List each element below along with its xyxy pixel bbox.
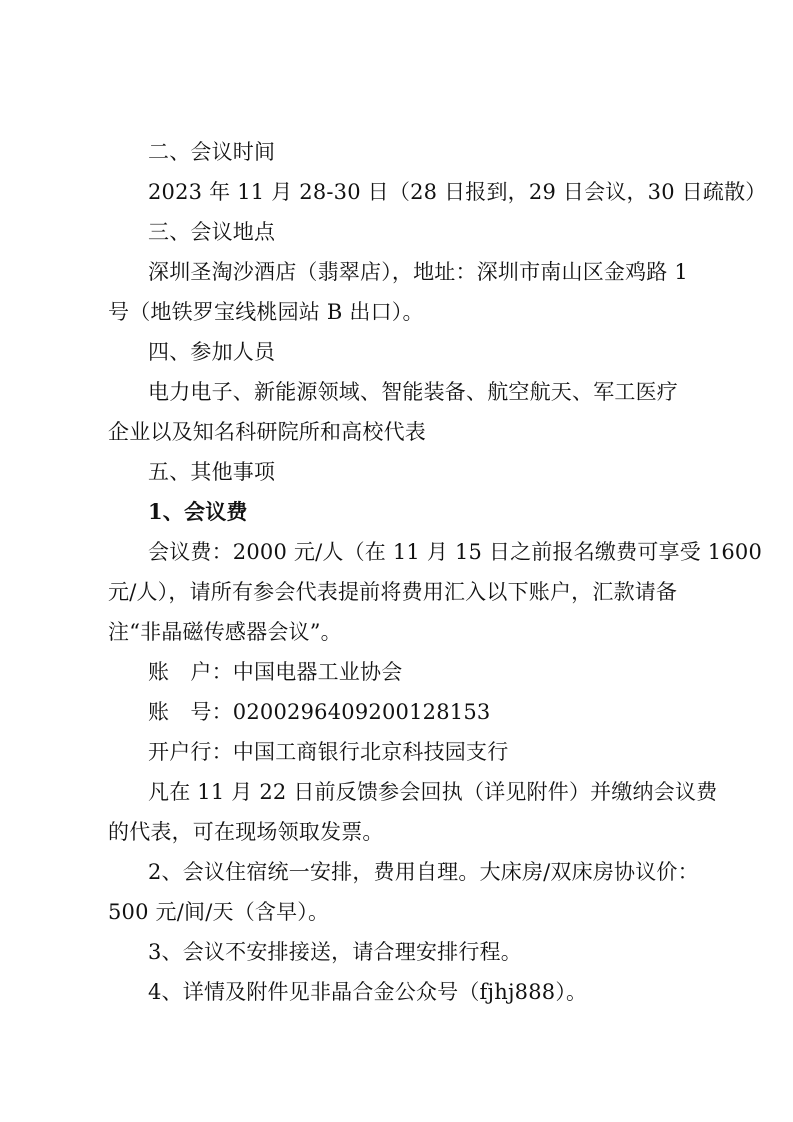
bank-name: 开户行：中国工商银行北京科技园支行 [148, 740, 509, 764]
meeting-place-text-line2: 号（地铁罗宝线桃园站 B 出口）。 [108, 300, 424, 324]
transport-text: 3、会议不安排接送，请合理安排行程。 [148, 940, 522, 964]
participants-text-line2: 企业以及知名科研院所和高校代表 [108, 420, 426, 444]
lodging-text-line1: 2、会议住宿统一安排，费用自理。大床房/双床房协议价： [148, 860, 699, 884]
lodging-text-line2: 500 元/间/天（含早）。 [108, 900, 330, 924]
fee-text-line2: 元/人），请所有参会代表提前将费用汇入以下账户，汇款请备 [108, 580, 678, 604]
section-heading-meeting-place: 三、会议地点 [148, 220, 276, 244]
account-number: 账 号：0200296409200128153 [148, 700, 491, 724]
section-heading-other: 五、其他事项 [148, 460, 276, 484]
fee-text-line1: 会议费：2000 元/人（在 11 月 15 日之前报名缴费可享受 1600 [148, 540, 763, 564]
section-heading-participants: 四、参加人员 [148, 340, 276, 364]
participants-text-line1: 电力电子、新能源领域、智能装备、航空航天、军工医疗 [148, 380, 678, 404]
invoice-text-line1: 凡在 11 月 22 日前反馈参会回执（详见附件）并缴纳会议费 [148, 780, 718, 804]
meeting-time-text: 2023 年 11 月 28-30 日（28 日报到，29 日会议，30 日疏散） [148, 180, 767, 204]
invoice-text-line2: 的代表，可在现场领取发票。 [108, 820, 384, 844]
account-name: 账 户：中国电器工业协会 [148, 660, 403, 684]
subheading-meeting-fee: 1、会议费 [148, 499, 248, 524]
meeting-place-text-line1: 深圳圣淘沙酒店（翡翠店），地址：深圳市南山区金鸡路 1 [148, 260, 688, 284]
details-text: 4、详情及附件见非晶合金公众号（fjhj888）。 [148, 980, 588, 1004]
section-heading-meeting-time: 二、会议时间 [148, 140, 276, 164]
fee-text-line3: 注“非晶磁传感器会议”。 [108, 620, 342, 644]
